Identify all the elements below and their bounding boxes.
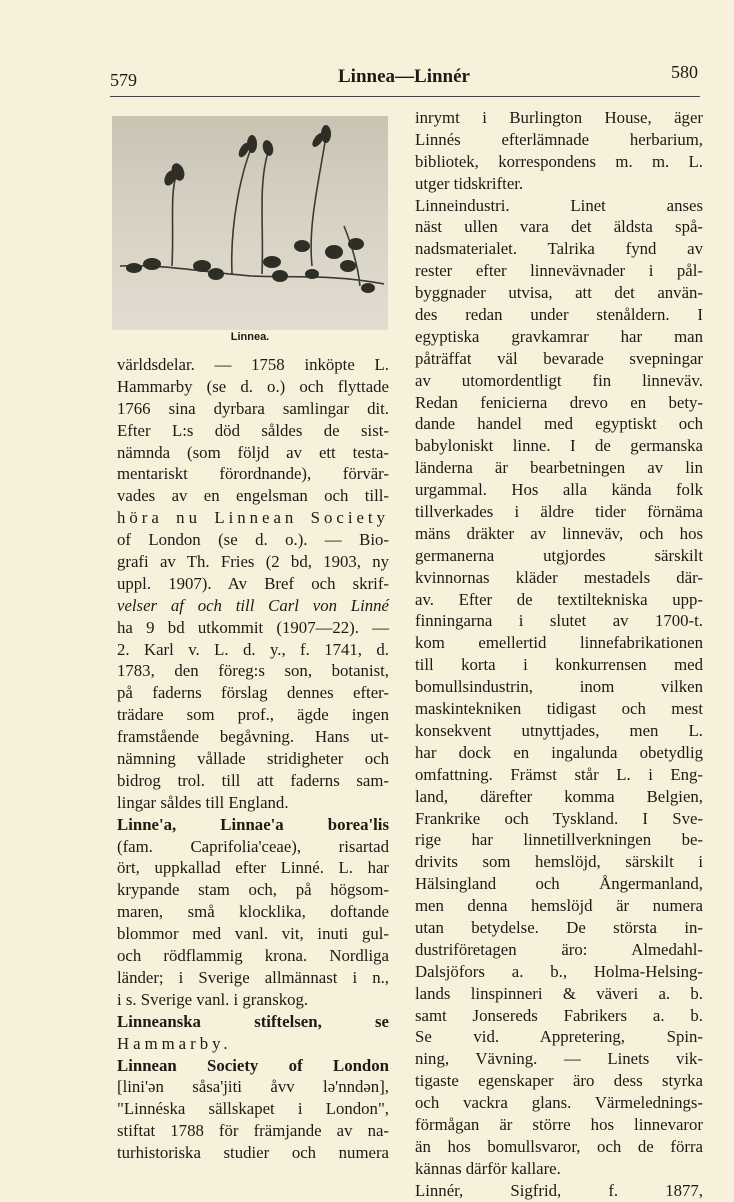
text-line: grafi av Th. Fries (2 bd, 1903, ny [117, 552, 389, 572]
header-rule [110, 96, 700, 97]
entry-heading: Linneanska stiftelsen, se [117, 1011, 389, 1031]
text-line: Frankrike och Tyskland. I Sve- [415, 808, 703, 828]
text-line: lands linspinneri & väveri a. b. [415, 983, 703, 1003]
left-column [117, 354, 389, 1164]
text-line: land, därefter komma Belgien, [415, 786, 703, 806]
text-line: ha 9 bd utkommit (1907—22). — [117, 617, 389, 637]
text-line: nadsmaterialet. Talrika fynd av [415, 239, 703, 259]
text-line: drivits som hemslöjd, särskilt i [415, 852, 703, 872]
text-line: Linnés efterlämnade herbarium, [415, 129, 703, 149]
text-line: stiftat 1788 för främjande av na- [117, 1121, 389, 1141]
text-line: nämning vållade stridigheter och [117, 749, 389, 769]
text-line: Redan fenicierna drevo en bety- [415, 392, 703, 412]
text-line: byggnader utvisa, att det använ- [415, 283, 703, 303]
text-line: rester efter linnevävnader i pål- [415, 261, 703, 281]
text-line: ning, Vävning. — Linets vik- [415, 1049, 703, 1069]
text-line: tillverkades i äldre tider förnäma [415, 502, 703, 522]
text-line: of London (se d. o.). — Bio- [117, 530, 389, 550]
text-line: till korta i konkurrensen med [415, 655, 703, 675]
entry-heading: Linneindustri. Linet anses [415, 195, 703, 215]
text-line: urgammal. Hos alla kända folk [415, 480, 703, 500]
running-title: Linnea—Linnér [338, 66, 470, 87]
text-line: trädare som prof., ägde ingen [117, 705, 389, 725]
text-line: av. Efter de textiltekniska upp- [415, 589, 703, 609]
text-line: Se vid. Appretering, Spin- [415, 1027, 703, 1047]
text-line: påträffat väl bevarade svepningar [415, 348, 703, 368]
text-line: kom emellertid linnefabrikationen [415, 633, 703, 653]
entry-heading: Linnean Society of London [117, 1055, 389, 1075]
text-line: Hammarby. [117, 1033, 232, 1053]
text-line: länderna är bearbetningen av lin [415, 458, 703, 478]
entry-heading: Linnér, Sigfrid, f. 1877, [415, 1180, 703, 1200]
text-line: tigaste egenskaper äro dess styrka [415, 1071, 703, 1091]
text-line: krypande stam och, på högsom- [117, 880, 389, 900]
text-line: än hos bomullsvaror, och de förra [415, 1136, 703, 1156]
text-line: finningarna i slutet av 1700-t. [415, 611, 703, 631]
text-line: ört, uppkallad efter Linné. L. har [117, 858, 389, 878]
text-line: bibliotek, korrespondens m. m. L. [415, 151, 703, 171]
text-line: des redan under stenåldern. I [415, 305, 703, 325]
text-line: kännas därför kallare. [415, 1158, 561, 1178]
text-line: världsdelar. — 1758 inköpte L. [117, 355, 389, 374]
text-line: näst ullen vara det äldsta spå- [415, 217, 703, 237]
text-line: på faderns förslag dennes efter- [117, 683, 389, 703]
text-line: uppl. 1907). Av Bref och skrif- [117, 573, 389, 593]
text-line: inrymt i Burlington House, äger [415, 108, 703, 127]
text-line: (fam. Caprifolia'ceae), risartad [117, 836, 389, 856]
page-number-right: 580 [671, 62, 698, 82]
text-line: [lini'ən såsa'jiti åvv lə'nndən], [117, 1077, 389, 1097]
linnea-illustration [112, 116, 388, 330]
text-line: blommor med vanl. vit, inuti gul- [117, 924, 389, 944]
text-line: babyloniskt linne. I de germanska [415, 436, 703, 456]
text-line: 2. Karl v. L. d. y., f. 1741, d. [117, 639, 389, 659]
text-line: har dock en ingalunda obetydlig [415, 742, 703, 762]
text-line: av utomordentligt fin linneväv. [415, 370, 703, 390]
text-line: omfattning. Främst står L. i Eng- [415, 764, 703, 784]
text-line: förmågan är större hos linnevaror [415, 1114, 703, 1134]
text-line: konsekvent utnyttjades, men L. [415, 720, 703, 740]
text-line: turhistoriska studier och numera [117, 1143, 389, 1163]
linnea-plant-drawing [112, 116, 388, 330]
text-line: och rödflammig krona. Nordliga [117, 946, 389, 966]
text-line: och vackra glans. Värmelednings- [415, 1093, 703, 1113]
text-line: Dalsjöfors a. b., Holma-Helsing- [415, 961, 703, 981]
text-line: länder; i Sverige allmännast i n., [117, 967, 389, 987]
text-line: maskintekniken tidigast och mest [415, 699, 703, 719]
text-line: nämnda (som följd av ett testa- [117, 442, 389, 462]
text-line: Efter L:s död såldes de sist- [117, 420, 389, 440]
page-header [110, 58, 698, 88]
page-number-left: 579 [110, 70, 137, 90]
text-line: framstående begåvning. Hans ut- [117, 727, 389, 747]
text-line: bidrog trol. till att faderns sam- [117, 770, 389, 790]
text-line: i s. Sverige vanl. i granskog. [117, 989, 309, 1009]
text-line: rige har linnetillverkningen be- [415, 830, 703, 850]
text-line: utan betydelse. De största in- [415, 917, 703, 937]
text-line: mentariskt förordnande), förvär- [117, 464, 389, 484]
text-line: "Linnéska sällskapet i London", [117, 1099, 389, 1119]
text-line: velser af och till Carl von Linné [117, 595, 389, 615]
text-line: egyptiska gravkamrar har man [415, 326, 703, 346]
text-line: 1783, den föreg:s son, botanist, [117, 661, 389, 681]
text-line: höra nu Linnean Society [117, 508, 389, 528]
text-line: maren, små klocklika, doftande [117, 902, 389, 922]
text-line: samt Jonsereds Fabrikers a. b. [415, 1005, 703, 1025]
text-line: men denna hemslöjd är numera [415, 896, 703, 916]
text-line: dustriföretagen äro: Almedahl- [415, 939, 703, 959]
entry-heading: Linne'a, Linnae'a borea'lis [117, 814, 389, 834]
text-line: dande handel med egyptiskt och [415, 414, 703, 434]
text-line: 1766 sina dyrbara samlingar dit. [117, 398, 389, 418]
text-line: mäns dräkter av linneväv, och hos [415, 523, 703, 543]
text-line: bomullsindustrin, inom vilken [415, 677, 703, 697]
figure-caption: Linnea. [230, 331, 270, 343]
text-line: utger tidskrifter. [415, 173, 524, 193]
text-line: lingar såldes till England. [117, 792, 289, 812]
right-column [415, 107, 703, 1202]
text-line: vades av en engelsman och till- [117, 486, 389, 506]
text-line: kvinnornas kläder mestadels där- [415, 567, 703, 587]
text-line: Hälsingland och Ångermanland, [415, 874, 703, 894]
text-line: germanerna utgjordes särskilt [415, 545, 703, 565]
text-line: Hammarby (se d. o.) och flyttade [117, 376, 389, 396]
